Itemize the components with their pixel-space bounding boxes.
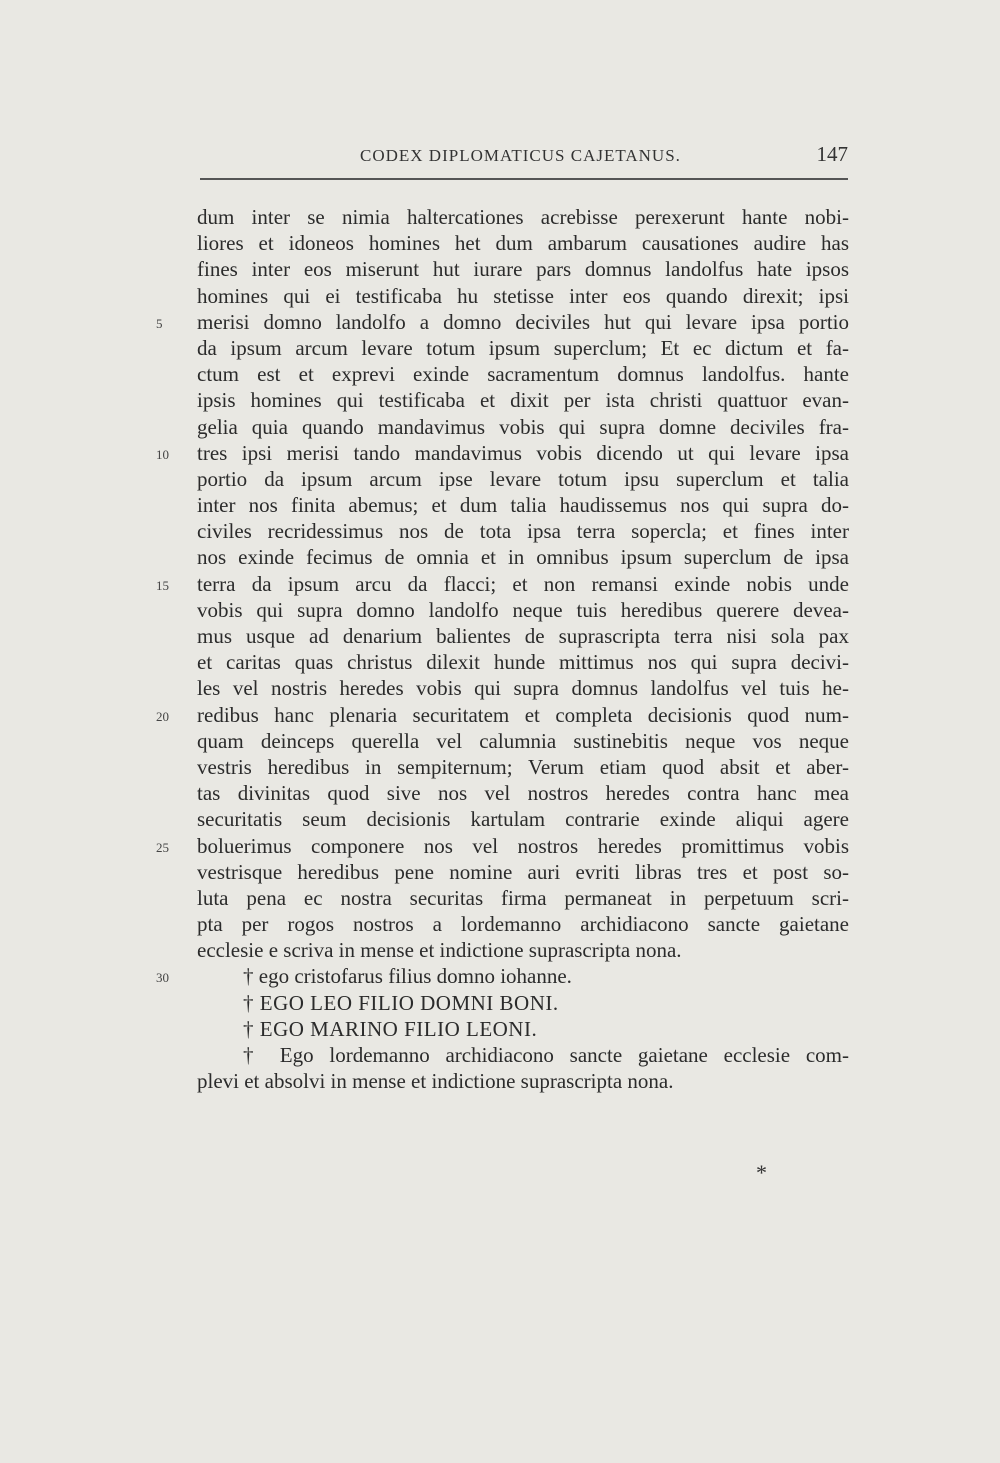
- signature-text: † EGO LEO FILIO DOMNI BONI.: [243, 990, 559, 1015]
- line-text: homines qui ei testificaba hu stetisse inter eos quando direxit; ipsi: [197, 283, 849, 308]
- text-line: [0, 387, 1000, 413]
- text-line: [0, 702, 1000, 728]
- line-text: liores et idoneos homines het dum ambarum causationes audire has: [197, 231, 849, 256]
- text-line: [0, 833, 1000, 859]
- text-line: [0, 885, 1000, 911]
- closing-line: plevi et absolvi in mense et indictione suprascripta nona.: [197, 1069, 674, 1094]
- line-text: da ipsum arcum levare totum ipsum superclum; Et ec dictum et fa-: [197, 335, 849, 360]
- text-line: [0, 780, 1000, 806]
- line-text: inter nos finita abemus; et dum talia haudissemus nos qui supra do-: [197, 493, 849, 518]
- line-text: tas divinitas quod sive nos vel nostros heredes contra hanc mea: [197, 781, 849, 806]
- text-line: [0, 283, 1000, 309]
- line-text: boluerimus componere nos vel nostros heredes promittimus vobis: [197, 833, 849, 858]
- line-number: 10: [156, 446, 169, 462]
- text-line: [0, 623, 1000, 649]
- text-line: [0, 309, 1000, 335]
- signature-line: [0, 1042, 1000, 1068]
- text-line: [0, 859, 1000, 885]
- text-line: [0, 1068, 1000, 1094]
- text-line: [0, 204, 1000, 230]
- text-line: [0, 937, 1000, 963]
- line-text: gelia quia quando mandavimus vobis qui supra domne deciviles fra-: [197, 414, 849, 439]
- text-line: [0, 728, 1000, 754]
- line-text: vestrisque heredibus pene nomine auri evriti libras tres et post so-: [197, 859, 849, 884]
- text-line: [0, 518, 1000, 544]
- line-text: et caritas quas christus dilexit hunde mittimus nos qui supra decivi-: [197, 650, 849, 675]
- text-line: [0, 806, 1000, 832]
- text-line: [0, 414, 1000, 440]
- line-text: pta per rogos nostros a lordemanno archidiacono sancte gaietane: [197, 912, 849, 937]
- line-text: fines inter eos miserunt hut iurare pars domnus landolfus hate ipsos: [197, 257, 849, 282]
- signature-text: † EGO MARINO FILIO LEONI.: [243, 1016, 538, 1041]
- text-line: [0, 466, 1000, 492]
- line-text: terra da ipsum arcu da flacci; et non remansi exinde nobis unde: [197, 571, 849, 596]
- line-text: tres ipsi merisi tando mandavimus vobis dicendo ut qui levare ipsa: [197, 440, 849, 465]
- text-line: [0, 675, 1000, 701]
- line-text: securitatis seum decisionis kartulam contrarie exinde aliqui agere: [197, 807, 849, 832]
- line-text: vobis qui supra domno landolfo neque tuis heredibus querere devea-: [197, 597, 849, 622]
- text-line: [0, 440, 1000, 466]
- signature-text: † Ego lordemanno archidiacono sancte gaietane ecclesie com-: [243, 1043, 849, 1067]
- text-line: [0, 649, 1000, 675]
- text-line: [0, 335, 1000, 361]
- line-number: 15: [156, 577, 169, 593]
- text-line: [0, 544, 1000, 570]
- line-text: mus usque ad denarium balientes de suprascripta terra nisi sola pax: [197, 624, 849, 648]
- line-number: 25: [156, 839, 169, 855]
- line-number: 5: [156, 315, 163, 331]
- text-line: [0, 256, 1000, 282]
- line-text: quam deinceps querella vel calumnia sustinebitis neque vos neque: [197, 728, 849, 753]
- signature-line: [0, 1016, 1000, 1042]
- text-line: [0, 492, 1000, 518]
- running-title: CODEX DIPLOMATICUS CAJETANUS.: [360, 146, 681, 165]
- text-line: [0, 361, 1000, 387]
- line-text: ecclesie e scriva in mense et indictione suprascripta nona.: [197, 938, 682, 963]
- signature-line: [0, 990, 1000, 1016]
- page-number: 147: [816, 142, 848, 166]
- line-text: les vel nostris heredes vobis qui supra domnus landolfus vel tuis he-: [197, 676, 849, 701]
- end-mark: *: [756, 1160, 767, 1185]
- signature-line: [0, 963, 1000, 989]
- line-number: 30: [156, 970, 169, 986]
- text-line: [0, 754, 1000, 780]
- page-header: [200, 140, 848, 170]
- line-text: redibus hanc plenaria securitatem et completa decisionis quod num-: [197, 702, 849, 727]
- text-line: [0, 571, 1000, 597]
- line-number: 20: [156, 708, 169, 724]
- text-line: [0, 230, 1000, 256]
- line-text: ctum est et exprevi exinde sacramentum domnus landolfus. hante: [197, 362, 849, 387]
- document-body: [0, 204, 1000, 1094]
- line-text: dum inter se nimia haltercationes acrebisse perexerunt hante nobi-: [197, 205, 849, 229]
- line-text: vestris heredibus in sempiternum; Verum etiam quod absit et aber-: [197, 754, 849, 779]
- text-line: [0, 911, 1000, 937]
- header-rule: [200, 178, 848, 180]
- line-text: civiles recridessimus nos de tota ipsa terra sopercla; et fines inter: [197, 519, 849, 544]
- line-text: portio da ipsum arcum ipse levare totum ipsu superclum et talia: [197, 466, 849, 491]
- line-text: nos exinde fecimus de omnia et in omnibus ipsum superclum de ipsa: [197, 545, 849, 570]
- line-text: ipsis homines qui testificaba et dixit per ista christi quattuor evan-: [197, 388, 849, 413]
- line-text: luta pena ec nostra securitas firma permaneat in perpetuum scri-: [197, 885, 849, 910]
- line-text: merisi domno landolfo a domno deciviles hut qui levare ipsa portio: [197, 309, 849, 334]
- text-line: [0, 597, 1000, 623]
- signature-text: † ego cristofarus filius domno iohanne.: [243, 964, 572, 989]
